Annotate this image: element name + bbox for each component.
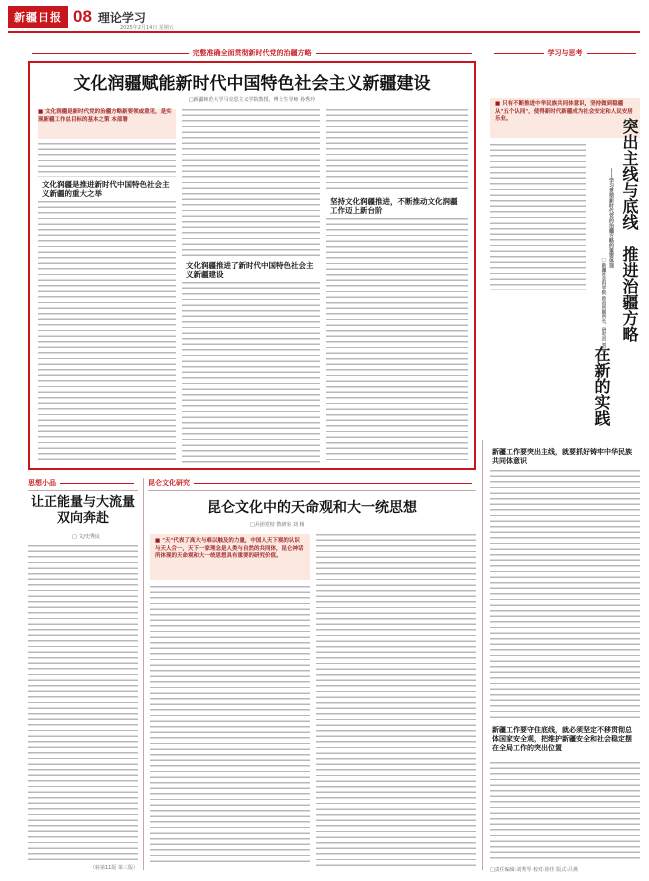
newspaper-logo: 新疆日报: [8, 6, 68, 28]
column-banner-right: [490, 48, 640, 58]
essay-jump-line: （转第11版 第三版）: [90, 865, 138, 871]
kunlun-headline: 昆仑文化中的天命观和大一统思想: [207, 500, 417, 516]
page-credits: □责任编辑:刘秀琴 校对:徐佳 版式:吕燕: [490, 867, 578, 873]
essay-text-block: [28, 545, 138, 860]
kunlun-text-block: [150, 586, 310, 866]
sidebar-text-block: [490, 144, 586, 290]
essay-headline-line2: 双向奔赴: [56, 511, 109, 526]
lead-subhead-2: 文化润疆推进了新时代中国特色社会主义新疆建设: [186, 261, 314, 279]
lead-text-block: [182, 109, 320, 257]
essay-byline: □ 文/史秀民: [72, 534, 100, 540]
masthead-rule: [8, 31, 640, 33]
lead-article: [28, 61, 476, 470]
essay-headline-line1: 让正能量与大流量: [30, 495, 135, 510]
sidebar-headline-1: 突出主线与底线: [620, 118, 639, 230]
column-banner-top: [28, 48, 476, 58]
divider: [28, 490, 138, 491]
lead-deck: [38, 109, 176, 139]
lead-text-block: [38, 201, 176, 463]
sidebar-headline-4: 在新的实践: [592, 346, 611, 426]
divider: [148, 490, 476, 491]
issue-date: 2025年2月14日 星期五: [120, 25, 174, 31]
sidebar-deck-text: ■ 只有不断推进中华民族共同体意识，坚持做到稳疆从"五个认同"，使得新时代新疆成为社会安定和人民安居乐业。: [495, 101, 633, 122]
lead-byline: □新疆师范大学马克思主义学院教授、博士生导师 孙秀玲: [188, 97, 316, 103]
divider: [482, 440, 483, 870]
sidebar-text-block: [490, 470, 640, 720]
kunlun-pull-quote: [150, 534, 310, 580]
lead-text-block: [38, 143, 176, 177]
sidebar-vertical-headline: [590, 118, 639, 448]
lead-subhead-3: 坚持文化润疆推进，不断推动文化润疆工作迈上新台阶: [330, 197, 458, 215]
kunlun-byline: □兵团党校 教研室 刘 杨: [250, 522, 305, 528]
kunlun-text-block: [316, 534, 476, 866]
lead-deck-text: ■ 文化润疆是新时代党的治疆方略新要领或意见，是实现新疆工作总目标的基本之策 本部署: [38, 109, 172, 123]
sidebar-subhead-2: 新疆工作要守住底线，就必须坚定不移贯彻总体国家安全观，把维护新疆安全和社会稳定摆在全局工作的突出位置: [492, 726, 632, 752]
sidebar-headline-2: 推进治疆方略: [620, 246, 639, 342]
lead-headline: 文化润疆赋能新时代中国特色社会主义新疆建设: [73, 74, 431, 94]
masthead: [8, 4, 174, 31]
column-banner-bottom-left: [28, 478, 138, 488]
kunlun-pull-quote-text: ■ "天"代表了高大与难以触及的力量，中国人天下观的认识与天人合一，天下一家理念是人类与自然的共同体，昆仑神话所体现的天命观和大一统思想具有重要的研究价值。: [155, 538, 304, 559]
sidebar-text-block: [490, 762, 640, 862]
sidebar-subhead-1: 新疆工作要突出主线，就要抓好铸牢中华民族共同体意识: [492, 448, 632, 465]
lead-subhead-1: 文化润疆是推进新时代中国特色社会主义新疆的重大之举: [42, 180, 170, 198]
column-banner-bottom-mid-label: 昆仑文化研究: [148, 479, 190, 487]
page-number: 08: [73, 7, 92, 26]
lead-text-block: [326, 109, 468, 193]
essay-headline: [28, 495, 138, 527]
sidebar-byline: □新疆社会科学院 政治所副所长、研究员 刘云: [601, 258, 606, 352]
column-banner-bottom-left-label: 思想小品: [28, 479, 56, 487]
lead-text-block: [182, 282, 320, 463]
column-banner-right-label: 学习与思考: [547, 49, 583, 57]
divider: [143, 478, 144, 870]
section-title: 理论学习: [97, 10, 146, 25]
sidebar-headline-3: ——学习贯彻新时代党的治疆方略的重要体现: [608, 168, 614, 268]
column-banner-top-label: 完整准确全面贯彻新时代党的治疆方略: [192, 49, 312, 57]
column-banner-bottom-mid: [148, 478, 476, 488]
lead-text-block: [326, 218, 468, 463]
